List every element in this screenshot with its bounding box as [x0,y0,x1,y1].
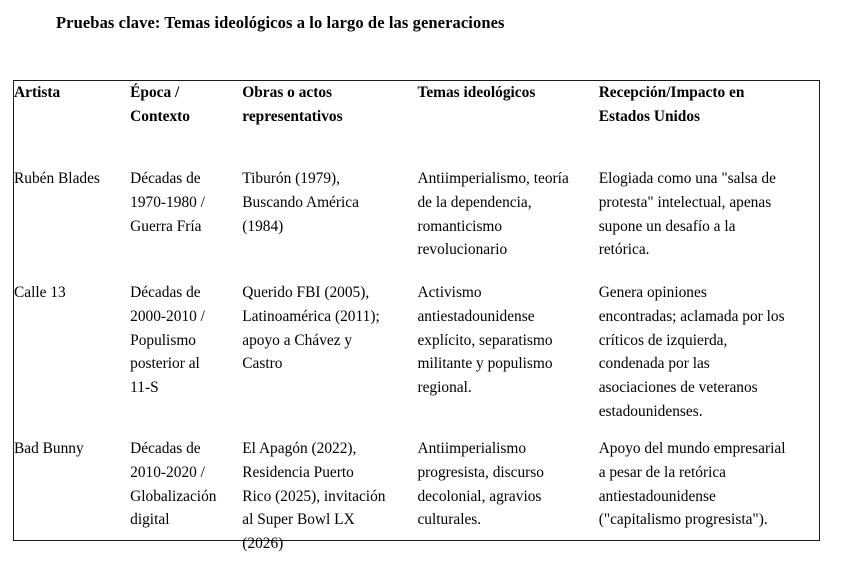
cell-temas-ideologicos [417,159,598,273]
table-header-row [14,81,819,159]
cell-recepcion-impacto [599,159,819,273]
column-header-temas-ideologicos-text: Temas ideológicos [417,84,536,101]
cell-epoca-contexto-text: Décadas de 2010-2020 / Globalización digital [130,440,217,529]
cell-artista [14,159,130,273]
cell-recepcion-impacto-text: Genera opiniones encontradas; aclamada por los críticos de izquierda, condenada por las asociaciones de veteranos estadounidenses. [598,284,785,420]
column-header-obras-actos-text: Obras o actos representativos [242,84,343,125]
cell-epoca-contexto-text: Décadas de 2000-2010 / Populismo posterior al 11-S [130,284,205,397]
cell-obras-actos-text: Tiburón (1979), Buscando América (1984) [242,170,359,235]
column-header-artista-text: Artista [14,84,61,101]
cell-temas-ideologicos [417,429,598,558]
table-body [14,159,819,558]
cell-recepcion-impacto [599,273,819,429]
cell-temas-ideologicos [417,273,598,429]
cell-epoca-contexto [130,429,242,558]
table-header [14,81,819,159]
cell-obras-actos [242,159,417,273]
table-grid [14,81,819,558]
column-header-artista [14,81,130,159]
cell-artista [14,429,130,558]
cell-temas-ideologicos-text: Antiimperialismo, teoría de la dependencia, romanticismo revolucionario [417,170,569,259]
cell-artista-text: Rubén Blades [14,170,100,187]
cell-obras-actos [242,273,417,429]
cell-artista [14,273,130,429]
column-header-recepcion-impacto [599,81,819,159]
cell-epoca-contexto [130,273,242,429]
cell-obras-actos [242,429,417,558]
table-row [14,429,819,558]
page-title: Pruebas clave: Temas ideológicos a lo largo de las generaciones [56,13,505,32]
cell-temas-ideologicos-text: Antiimperialismo progresista, discurso decolonial, agravios culturales. [417,440,544,529]
table-row [14,159,819,273]
column-header-recepcion-impacto-text: Recepción/Impacto en Estados Unidos [598,84,745,125]
cell-recepcion-impacto-text: Elogiada como una "salsa de protesta" intelectual, apenas supone un desafío a la retórica. [598,170,776,259]
cell-obras-actos-text: El Apagón (2022), Residencia Puerto Rico (2025), invitación al Super Bowl LX (2026) [242,440,386,553]
cell-epoca-contexto-text: Décadas de 1970-1980 / Guerra Fría [130,170,205,235]
evidence-table [13,80,820,553]
cell-epoca-contexto [130,159,242,273]
cell-obras-actos-text: Querido FBI (2005), Latinoamérica (2011); apoyo a Chávez y Castro [242,284,380,373]
column-header-temas-ideologicos [417,81,598,159]
column-header-obras-actos [242,81,417,159]
table-row [14,273,819,429]
cell-recepcion-impacto [599,429,819,558]
cell-recepcion-impacto-text: Apoyo del mundo empresarial a pesar de la retórica antiestadounidense ("capitalismo progresista"). [598,440,786,529]
column-header-epoca-contexto [130,81,242,159]
cell-artista-text: Bad Bunny [14,440,84,457]
column-header-epoca-contexto-text: Época / Contexto [130,84,190,125]
cell-artista-text: Calle 13 [14,284,66,301]
cell-temas-ideologicos-text: Activismo antiestadounidense explícito, separatismo militante y populismo regional. [417,284,553,397]
